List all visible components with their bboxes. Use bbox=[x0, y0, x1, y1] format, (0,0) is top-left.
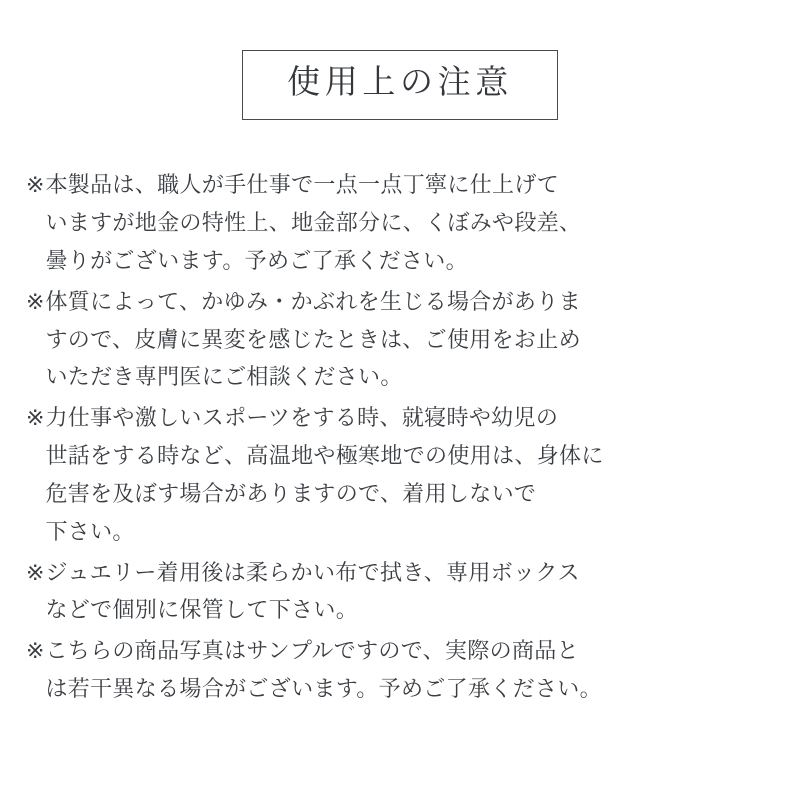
list-item bbox=[26, 399, 774, 550]
note-text bbox=[45, 632, 774, 708]
note-line: は若干異なる場合がございます。予めご了承ください。 bbox=[45, 676, 602, 702]
note-line: 体質によって、かゆみ・かぶれを生じる場合がありま bbox=[45, 288, 581, 314]
note-text bbox=[45, 554, 774, 630]
list-item bbox=[26, 283, 774, 396]
bullet-marker-icon: ※ bbox=[26, 638, 45, 664]
notice-list bbox=[26, 166, 774, 708]
list-item bbox=[26, 166, 774, 279]
note-line: 曇りがございます。予めご了承ください。 bbox=[45, 247, 468, 273]
note-text bbox=[45, 399, 774, 550]
note-text bbox=[45, 283, 774, 396]
list-item bbox=[26, 632, 774, 708]
note-line: ジュエリー着用後は柔らかい布で拭き、専用ボックス bbox=[45, 559, 580, 585]
note-line: いますが地金の特性上、地金部分に、くぼみや段差、 bbox=[45, 210, 582, 236]
note-line: 危害を及ぼす場合がありますので、着用しないで bbox=[45, 480, 537, 506]
note-line: などで個別に保管して下さい。 bbox=[45, 597, 359, 623]
bullet-marker-icon: ※ bbox=[26, 172, 45, 198]
bullet-marker-icon: ※ bbox=[26, 288, 45, 314]
page-title: 使用上の注意 bbox=[287, 65, 513, 101]
note-line: すので、皮膚に異変を感じたときは、ご使用をお止め bbox=[45, 326, 581, 352]
note-text bbox=[45, 166, 774, 279]
note-line: 世話をする時など、高温地や極寒地での使用は、身体に bbox=[45, 443, 604, 469]
list-item bbox=[26, 554, 774, 630]
bullet-marker-icon: ※ bbox=[26, 405, 45, 431]
note-line: 力仕事や激しいスポーツをする時、就寝時や幼児の bbox=[45, 405, 559, 431]
note-line: 本製品は、職人が手仕事で一点一点丁寧に仕上げて bbox=[45, 172, 560, 198]
note-line: 下さい。 bbox=[45, 518, 135, 544]
note-line: こちらの商品写真はサンプルですので、実際の商品と bbox=[45, 638, 579, 664]
page-title-box bbox=[242, 50, 558, 120]
note-line: いただき専門医にご相談ください。 bbox=[45, 364, 403, 390]
page-title-container bbox=[0, 50, 800, 120]
bullet-marker-icon: ※ bbox=[26, 559, 45, 585]
